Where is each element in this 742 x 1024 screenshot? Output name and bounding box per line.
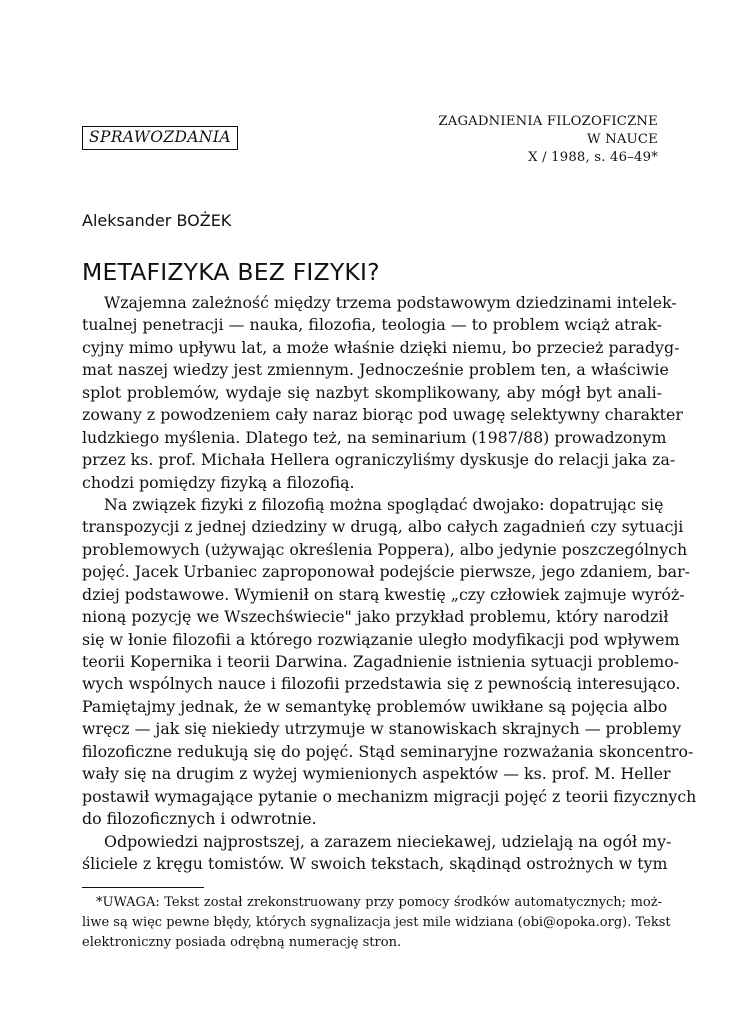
body-line: pojęć. Jacek Urbaniec zaproponował podejście pierwsze, jego zdaniem, bar- (82, 562, 690, 582)
body-line: dziej podstawowe. Wymienił on starą kwestię „czy człowiek zajmuje wyróż- (82, 584, 685, 604)
journal-info (438, 113, 658, 167)
body-line: wręcz — jak się niekiedy utrzymuje w stanowiskach skrajnych — problemy (82, 719, 682, 739)
footnote-line: *UWAGA: Tekst został zrekonstruowany przy pomocy środków automatycznych; moż- (96, 895, 662, 910)
journal-volume-pages: X / 1988, s. 46–49* (528, 150, 658, 165)
body-line: filozoficzne redukują się do pojęć. Stąd seminaryjne rozważania skoncentro- (82, 741, 694, 761)
footnote (82, 893, 671, 953)
body-line: zowany z powodzeniem cały naraz biorąc pod uwagę selektywny charakter (82, 405, 683, 425)
article-body (82, 292, 697, 875)
body-line: tualnej penetracji — nauka, filozofia, teologia — to problem wciąż atrak- (82, 315, 662, 335)
body-line: wały się na drugim z wyżej wymienionych aspektów — ks. prof. M. Heller (82, 764, 671, 784)
section-label: SPRAWOZDANIA (82, 126, 238, 150)
article-title: METAFIZYKA BEZ FIZYKI? (82, 258, 380, 286)
body-line: nioną pozycję we Wszechświecie" jako przykład problemu, który narodził (82, 607, 669, 627)
author-name: Aleksander BOŻEK (82, 211, 232, 230)
footnote-line: liwe są więc pewne błędy, których sygnalizacja jest mile widziana (obi@opoka.org). Tekst (82, 915, 671, 930)
body-line: cyjny mimo upływu lat, a może właśnie dzięki niemu, bo przecież paradyg- (82, 337, 680, 357)
body-line: przez ks. prof. Michała Hellera ograniczyliśmy dyskusje do relacji jaka za- (82, 450, 676, 470)
body-line: wych wspólnych nauce i filozofii przedstawia się z pewnością interesująco. (82, 674, 681, 694)
footnote-divider (82, 887, 204, 888)
body-line: Na związek fizyki z filozofią można spoglądać dwojako: dopatrując się (104, 494, 664, 514)
body-line: się w łonie filozofii a którego rozwiązanie uległo modyfikacji pod wpływem (82, 629, 680, 649)
body-line: mat naszej wiedzy jest zmiennym. Jednocześnie problem ten, a właściwie (82, 360, 669, 380)
journal-subtitle: W NAUCE (586, 132, 658, 147)
body-line: teorii Kopernika i teorii Darwina. Zagadnienie istnienia sytuacji problemo- (82, 652, 680, 671)
footnote-line: elektroniczny posiada odrębną numerację stron. (82, 935, 402, 950)
body-line: transpozycji z jednej dziedziny w drugą, albo całych zagadnień czy sytuacji (82, 517, 684, 537)
body-line: splot problemów, wydaje się nazbyt skomplikowany, aby mógł byt anali- (82, 382, 662, 402)
body-line: Wzajemna zależność między trzema podstawowym dziedzinami intelek- (104, 293, 677, 312)
body-line: ludzkiego myślenia. Dlatego też, na seminarium (1987/88) prowadzonym (82, 427, 667, 447)
body-line: postawił wymagające pytanie o mechanizm migracji pojęć z teorii fizycznych (82, 786, 697, 806)
body-line: śliciele z kręgu tomistów. W swoich tekstach, skądinąd ostrożnych w tym (82, 853, 668, 873)
journal-name: ZAGADNIENIA FILOZOFICZNE (438, 114, 658, 129)
body-line: Odpowiedzi najprostszej, a zarazem nieciekawej, udzielają na ogół my- (104, 831, 672, 851)
body-line: Pamiętajmy jednak, że w semantykę problemów uwikłane są pojęcia albo (82, 696, 668, 716)
body-line: chodzi pomiędzy fizyką a filozofią. (82, 472, 355, 492)
body-line: problemowych (używając określenia Poppera), albo jedynie poszczególnych (82, 539, 688, 559)
body-line: do filozoficznych i odwrotnie. (82, 809, 317, 829)
